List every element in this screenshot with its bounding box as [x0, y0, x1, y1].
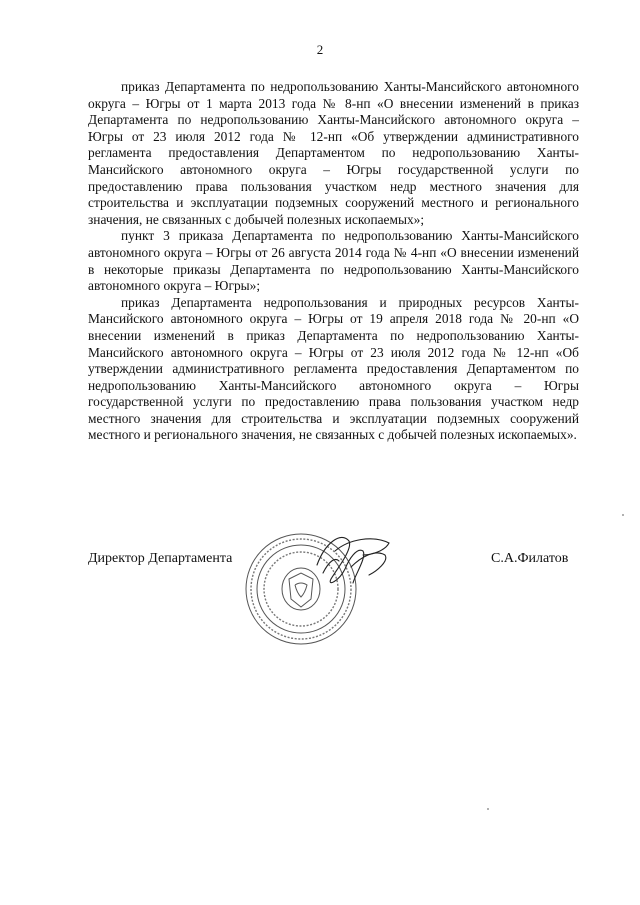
page-number: 2	[316, 42, 324, 57]
paragraph-2: пункт 3 приказа Департамента по недропользованию Ханты-Мансийского автономного округа – Югры от 26 августа 2014 года № 4-нп «О внесении изменений в некоторые приказы Департамента по недропользованию Ханты-Мансийского автономного округа – Югры»;	[88, 228, 579, 294]
director-name: С.А.Филатов	[491, 551, 569, 566]
scan-speck	[487, 808, 489, 810]
official-stamp	[239, 521, 399, 651]
paragraph-3: приказ Департамента недропользования и природных ресурсов Ханты-Мансийского автономного округа – Югры от 19 апреля 2018 года № 20-нп «О внесении изменений в приказ Департамента по недропользованию Ханты-Мансийского автономного округа – Югры от 23 июля 2012 года № 12-нп «Об утверждении административного регламента предоставления Департаментом по недропользованию Ханты-Мансийского автономного округа – Югры государственной услуги по предоставлению права пользования участком недр местного значения для строительства и эксплуатации подземных сооружений местного и регионального значения, не связанных с добычей полезных ископаемых».	[88, 294, 579, 443]
signature-scribble	[317, 537, 389, 583]
scan-speck	[622, 514, 624, 516]
emblem-icon	[289, 573, 313, 607]
director-title: Директор Департамента	[88, 551, 233, 566]
paragraph-1: приказ Департамента по недропользованию Ханты-Мансийского автономного округа – Югры от 1 марта 2013 года № 8-нп «О внесении изменений в приказ Департамента по недропользованию Ханты-Мансийского автономного округа – Югры от 23 июля 2012 года № 12-нп «Об утверждении административного регламента предоставления Департаментом по недропользованию Ханты-Мансийского автономного округа – Югры государственной услуги по предоставлению права пользования участком недр местного значения для строительства и эксплуатации подземных сооружений местного и регионального значения, не связанных с добычей полезных ископаемых»;	[88, 79, 579, 227]
